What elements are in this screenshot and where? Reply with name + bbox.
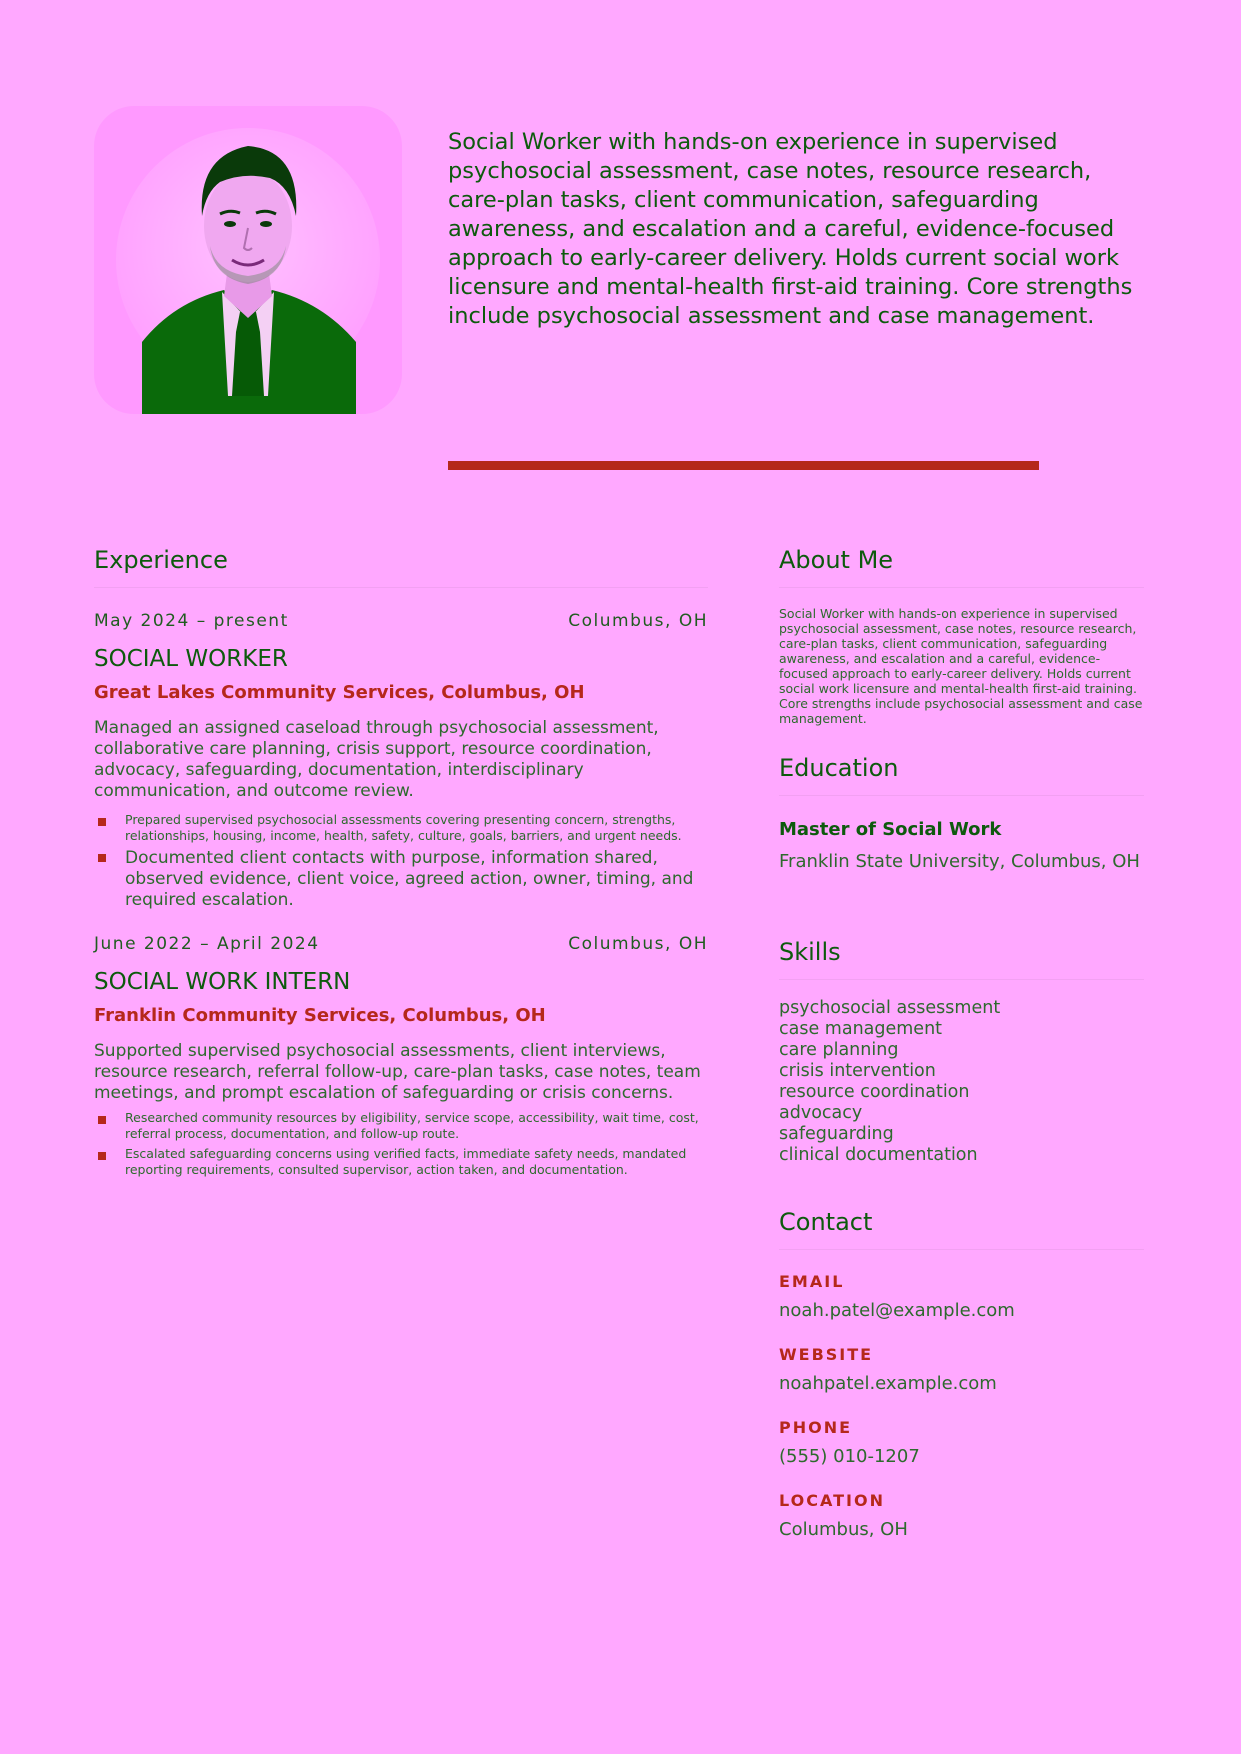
sidebar <box>779 540 1144 1542</box>
section-rule <box>779 979 1144 980</box>
skills-list <box>779 998 1144 1166</box>
section-rule <box>779 587 1144 588</box>
list-item <box>94 848 708 911</box>
section-rule <box>779 1249 1144 1250</box>
square-bullet-icon <box>98 1152 106 1160</box>
education-school: Franklin State University, Columbus, OH <box>779 851 1140 872</box>
email-value[interactable]: noah.patel@example.com <box>779 1300 1015 1321</box>
section-title-contact: Contact <box>779 1208 873 1236</box>
profile-photo <box>94 106 402 414</box>
section-rule <box>779 795 1144 796</box>
job-company: Great Lakes Community Services, Columbus, OH <box>94 682 585 703</box>
job-description: Supported supervised psychosocial assessments, client interviews, resource research, referral follow-up, care-plan tasks, case notes, team meetings, and prompt escalation of safeguarding or crisis concerns. <box>94 1041 701 1103</box>
list-item <box>94 1110 708 1142</box>
skill-item: case management <box>779 1019 943 1039</box>
skill-item: resource coordination <box>779 1082 970 1102</box>
square-bullet-icon <box>98 818 106 826</box>
person-portrait-icon <box>94 106 402 414</box>
bullet-text: Documented client contacts with purpose, information shared, observed evidence, client voice, agreed action, owner, timing, and required escalation. <box>125 848 694 910</box>
job-entry <box>94 933 708 1178</box>
experience-section <box>94 540 708 1182</box>
job-description: Managed an assigned caseload through psychosocial assessment, collaborative care planning, crisis support, resource coordination, advocacy, safeguarding, documentation, interdisciplinary communication, and outcome review. <box>94 718 659 801</box>
job-entry <box>94 610 708 911</box>
job-dates: June 2022 – April 2024 <box>94 934 320 954</box>
job-dates: May 2024 – present <box>94 611 289 631</box>
skill-item: safeguarding <box>779 1124 894 1144</box>
list-item <box>94 812 708 844</box>
job-location: Columbus, OH <box>568 934 708 954</box>
phone-label: PHONE <box>779 1418 853 1437</box>
bullet-text: Escalated safeguarding concerns using verified facts, immediate safety needs, mandated reporting requirements, consulted supervisor, action taken, and documentation. <box>125 1146 687 1177</box>
skill-item: psychosocial assessment <box>779 998 1001 1018</box>
phone-value: (555) 010-1207 <box>779 1446 920 1467</box>
email-label: EMAIL <box>779 1272 845 1291</box>
skill-item: advocacy <box>779 1103 863 1123</box>
profile-summary: Social Worker with hands-on experience in supervised psychosocial assessment, case notes, resource research, care-plan tasks, client communication, safeguarding awareness, and escalation and a careful, evidence-focused approach to early-career delivery. Holds current social work licensure and mental-health first-aid training. Core strengths include psychosocial assessment and case management. <box>448 129 1133 329</box>
section-rule <box>94 587 708 588</box>
section-title-skills: Skills <box>779 938 841 966</box>
skill-item: clinical documentation <box>779 1145 978 1165</box>
section-title-experience: Experience <box>94 546 228 574</box>
section-title-education: Education <box>779 754 899 782</box>
job-location: Columbus, OH <box>568 611 708 631</box>
website-value[interactable]: noahpatel.example.com <box>779 1373 997 1394</box>
square-bullet-icon <box>98 1116 106 1124</box>
about-text: Social Worker with hands-on experience in supervised psychosocial assessment, case notes, resource research, care-plan tasks, client communication, safeguarding awareness, and escalation and a careful, evidence-focused approach to early-career delivery. Holds current social work licensure and mental-health first-aid training. Core strengths include psychosocial assessment and case management. <box>779 606 1143 726</box>
job-title: SOCIAL WORK INTERN <box>94 969 351 995</box>
job-bullets <box>94 812 708 911</box>
job-meta <box>94 610 708 632</box>
accent-divider <box>448 461 1039 470</box>
bullet-text: Prepared supervised psychosocial assessments covering presenting concern, strengths, relationships, housing, income, health, safety, culture, goals, barriers, and urgent needs. <box>125 812 682 843</box>
skill-item: care planning <box>779 1040 899 1060</box>
list-item <box>94 1146 708 1178</box>
skill-item: crisis intervention <box>779 1061 936 1081</box>
square-bullet-icon <box>98 854 106 862</box>
location-value: Columbus, OH <box>779 1519 908 1540</box>
bullet-text: Researched community resources by eligibility, service scope, accessibility, wait time, cost, referral process, documentation, and follow-up route. <box>125 1110 699 1141</box>
website-label: WEBSITE <box>779 1345 874 1364</box>
education-degree: Master of Social Work <box>779 819 1002 840</box>
location-label: LOCATION <box>779 1491 885 1510</box>
job-meta <box>94 933 708 955</box>
job-company: Franklin Community Services, Columbus, OH <box>94 1005 546 1026</box>
job-bullets <box>94 1110 708 1178</box>
job-title: SOCIAL WORKER <box>94 646 288 672</box>
section-title-about: About Me <box>779 546 894 574</box>
